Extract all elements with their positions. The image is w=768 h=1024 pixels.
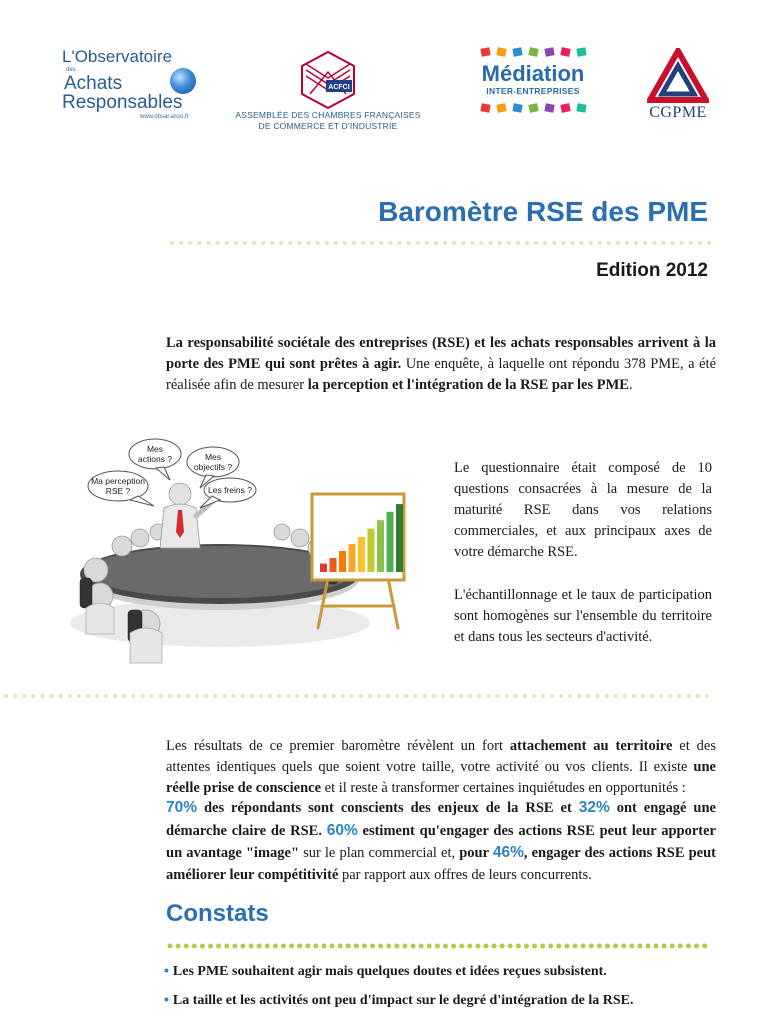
results-bold-2: une réelle prise de conscience — [166, 759, 716, 796]
constat-item-2 — [164, 989, 724, 1011]
stat-70: 70% — [166, 799, 198, 816]
description-block — [454, 458, 712, 648]
acfci-line1: ASSEMBLÉE DES CHAMBRES FRANÇAISES — [235, 110, 421, 120]
cgpme-triangle-icon — [647, 48, 709, 104]
observatoire-line3: Achats — [64, 73, 123, 94]
mediation-square — [480, 103, 490, 112]
intro-text-2: . — [628, 377, 633, 393]
edition-label: Edition 2012 — [596, 260, 708, 281]
cgpme-logo — [638, 48, 718, 138]
mediation-square — [528, 47, 538, 57]
bubble-actions-line2: actions ? — [137, 454, 173, 464]
results-text-2: et des attentes identiques quels que soient votre taille, votre activité ou vos clients. Il existe — [166, 738, 716, 775]
mediation-logo — [458, 48, 608, 138]
acfci-emblem-text: ACFCI — [328, 84, 350, 91]
board-bar — [387, 512, 394, 572]
mediation-squares-bottom — [458, 104, 608, 114]
bullet-icon: • — [164, 991, 169, 1007]
board-bar — [330, 558, 337, 572]
acfci-line2: DE COMMERCE ET D'INDUSTRIE — [258, 121, 398, 131]
mediation-square — [544, 103, 554, 112]
observatoire-line4: Responsables — [62, 92, 183, 113]
description-p2: L'échantillonnage et le taux de participation sont homogènes sur l'ensemble du territoire et dans tous les secteurs d'activité. — [454, 587, 712, 645]
bubble-perception-line1: Ma perception — [91, 476, 145, 486]
board-bar — [349, 544, 356, 572]
constat-item-1-text: Les PME souhaitent agir mais quelques doutes et idées reçues subsistent. — [172, 964, 607, 979]
stats-text-4: sur le plan commercial et, — [299, 845, 460, 861]
mediation-subtitle: INTER-ENTREPRISES — [486, 86, 580, 96]
observatoire-logo — [62, 48, 202, 138]
stats-text-2: ont engagé une démarche claire de RSE. — [166, 800, 716, 839]
page-title: Baromètre RSE des PME — [378, 196, 708, 227]
constat-item-1 — [164, 960, 724, 982]
constats-heading: Constats — [166, 900, 269, 927]
bullet-icon: • — [164, 962, 169, 978]
stats-paragraph — [166, 797, 716, 886]
stats-text-7: par rapport aux offres de leurs concurrents. — [338, 866, 592, 883]
stats-text-1: des répondants sont conscients des enjeux de la RSE et — [197, 800, 579, 816]
board-bar — [368, 529, 375, 572]
mediation-square — [512, 103, 522, 112]
description-p1: Le questionnaire était composé de 10 questions consacrées à la mesure de la maturité RSE dans vos relations commerciales, et aux principaux axes de votre démarche RSE. — [454, 460, 712, 560]
mediation-square — [576, 47, 586, 56]
observatoire-line2: des — [66, 67, 76, 73]
observatoire-url: www.obsar.asso.fr — [140, 114, 189, 120]
bubble-perception-line2: RSE ? — [105, 486, 131, 496]
board-bar — [320, 564, 327, 572]
intro-paragraph — [166, 333, 716, 396]
acfci-emblem-icon — [298, 50, 358, 110]
bubble-objectifs-line1: Mes — [204, 452, 222, 462]
intro-bold-2: la perception et l'intégration de la RSE par les PME — [307, 377, 629, 393]
mediation-title: Médiation — [481, 61, 585, 86]
mediation-square — [496, 103, 506, 113]
results-text-1: Les résultats de ce premier baromètre révèlent un fort — [166, 738, 510, 754]
board-bar — [358, 537, 365, 572]
results-paragraph — [166, 736, 716, 799]
observatoire-line1: L'Observatoire — [62, 47, 173, 66]
dotted-divider-3 — [0, 940, 768, 952]
mediation-square — [576, 103, 586, 112]
stat-32: 32% — [578, 799, 610, 816]
bubble-freins: Les freins ? — [208, 485, 252, 495]
results-bold-1: attachement au territoire — [509, 738, 673, 754]
stats-text-6: , engager des actions RSE peut améliorer leur compétitivité — [166, 845, 716, 883]
mediation-square — [528, 103, 538, 113]
bubble-objectifs-line2: objectifs ? — [193, 462, 233, 472]
globe-icon — [170, 68, 196, 94]
dotted-divider — [0, 237, 768, 249]
board-bar — [377, 520, 384, 572]
mediation-squares-top — [458, 48, 608, 58]
intro-bold-1: La responsabilité sociétale des entreprises (RSE) et les achats responsables arrivent à la porte des PME qui sont prêtes à agir. — [166, 335, 716, 372]
board-bar — [339, 551, 346, 572]
bubble-actions-line1: Mes — [146, 444, 164, 454]
stat-46: 46% — [492, 844, 524, 861]
mediation-square — [480, 47, 490, 56]
mediation-square — [496, 47, 506, 57]
board-bar — [396, 504, 403, 572]
acfci-logo — [228, 50, 428, 150]
stats-text-3: estiment qu'engager des actions RSE peut leur apporter un avantage "image" — [166, 822, 716, 861]
cgpme-name: CGPME — [649, 104, 707, 121]
dotted-divider-2 — [0, 690, 768, 702]
constat-item-2-text: La taille et les activités ont peu d'impact sur le degré d'intégration de la RSE. — [172, 993, 634, 1008]
mediation-square — [544, 47, 554, 56]
stat-60: 60% — [326, 821, 358, 839]
mediation-square — [560, 47, 570, 57]
stats-text-5: pour — [459, 845, 493, 861]
intro-text-1: Une enquête, à laquelle ont répondu 378 PME, a été réalisée afin de mesurer — [166, 356, 717, 393]
results-text-3: et il reste à transformer certaines inquiétudes en opportunités : — [321, 780, 686, 796]
meeting-illustration — [60, 428, 430, 678]
mediation-square — [512, 47, 522, 56]
mediation-square — [560, 103, 570, 113]
